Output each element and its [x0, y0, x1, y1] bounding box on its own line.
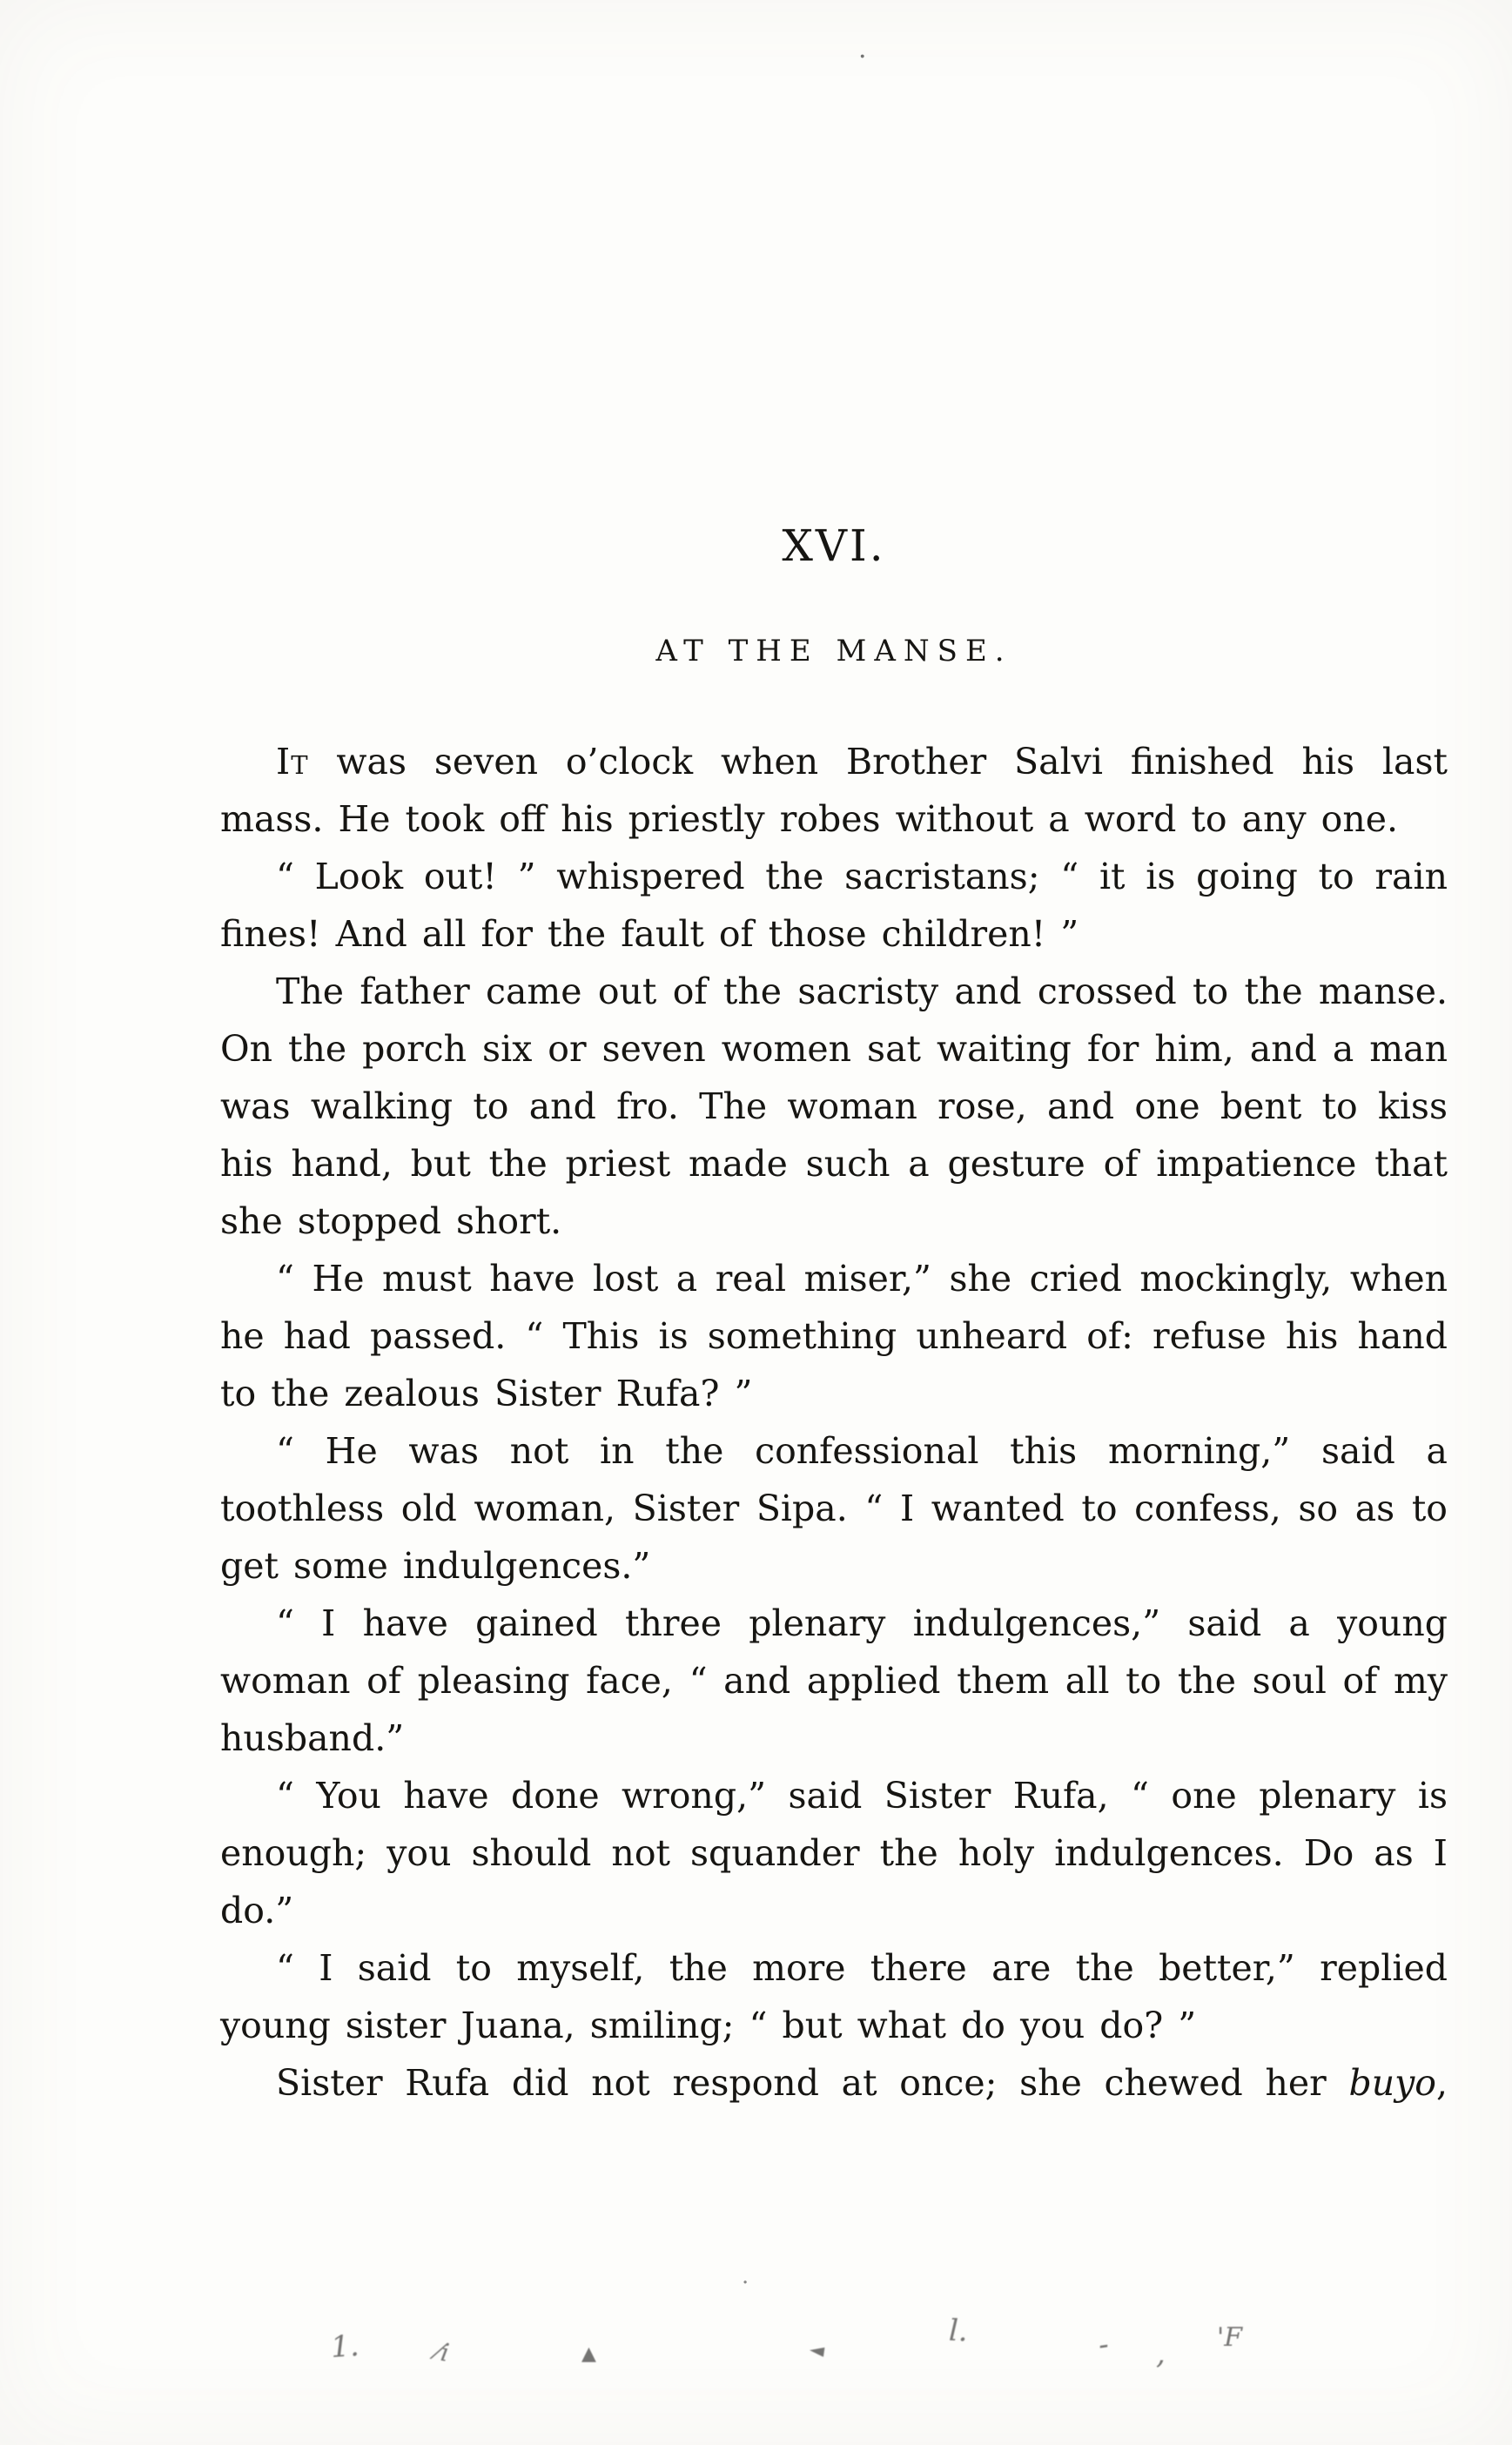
scan-artifact-mark: l.	[948, 2313, 969, 2349]
text-run: “ He must have lost a real miser,” she cried mockingly, when he had passed. “ This is something unheard of: refuse his hand to the zealous Sister Rufa? ”	[220, 1258, 1448, 1414]
scan-artifact-mark: ,	[1156, 2336, 1166, 2371]
scan-artifact-mark: ◄	[808, 2338, 826, 2363]
paragraph	[220, 1767, 1448, 1939]
scan-artifact-mark: 1.	[329, 2327, 360, 2366]
body-text	[220, 733, 1448, 2112]
text-run: buyo	[1348, 2062, 1436, 2104]
chapter-title: AT THE MANSE.	[655, 634, 1012, 668]
text-run: “ Look out! ” whispered the sacristans; “ it is going to rain fines! And all for the fault of those children! ”	[220, 856, 1448, 955]
text-run: Sister Rufa did not respond at once; she chewed her	[276, 2062, 1349, 2104]
scan-artifact-mark: 'F	[1217, 2322, 1243, 2353]
text-run: “ He was not in the confessional this morning,” said a toothless old woman, Sister Sipa. “ I wanted to confess, so as to get some indulgences.”	[220, 1430, 1448, 1587]
paragraph	[220, 1939, 1448, 2054]
text-run: “ I have gained three plenary indulgences,” said a young woman of pleasing face, “ and applied them all to the soul of my husband.”	[220, 1602, 1448, 1759]
text-run: The father came out of the sacristy and crossed to the manse. On the porch six or seven women sat waiting for him, and a man was walking to and fro. The woman rose, and one bent to kiss his hand, but the priest made such a gesture of impatience that she stopped short.	[220, 971, 1448, 1242]
paragraph	[220, 963, 1448, 1250]
chapter-number: XVI.	[782, 521, 886, 571]
text-run: “ I said to myself, the more there are the better,” replied young sister Juana, smiling; “ but what do you do? ”	[220, 1947, 1448, 2046]
scan-artifact-mark: ⁄i	[434, 2337, 452, 2368]
scan-artifact-mark: -	[1096, 2327, 1112, 2363]
paragraph	[220, 1595, 1448, 1767]
paragraph	[220, 2054, 1448, 2112]
text-run: ,	[1435, 2062, 1448, 2104]
scan-artifact-speck: ·	[742, 2270, 749, 2296]
paragraph	[220, 733, 1448, 848]
scan-artifact-row	[0, 2307, 1512, 2402]
paragraph	[220, 848, 1448, 963]
scan-artifact-mark: ▲	[581, 2343, 596, 2365]
page-content	[220, 521, 1448, 2112]
text-run: “ You have done wrong,” said Sister Rufa, “ one plenary is enough; you should not squander the holy indulgences. Do as I do.”	[220, 1775, 1448, 1931]
scan-artifact-dot: ·	[858, 42, 867, 72]
text-run: It	[276, 741, 309, 783]
paragraph	[220, 1422, 1448, 1595]
text-run: was seven o’clock when Brother Salvi finished his last mass. He took off his priestly robes without a word to any one.	[220, 741, 1448, 840]
paragraph	[220, 1250, 1448, 1422]
